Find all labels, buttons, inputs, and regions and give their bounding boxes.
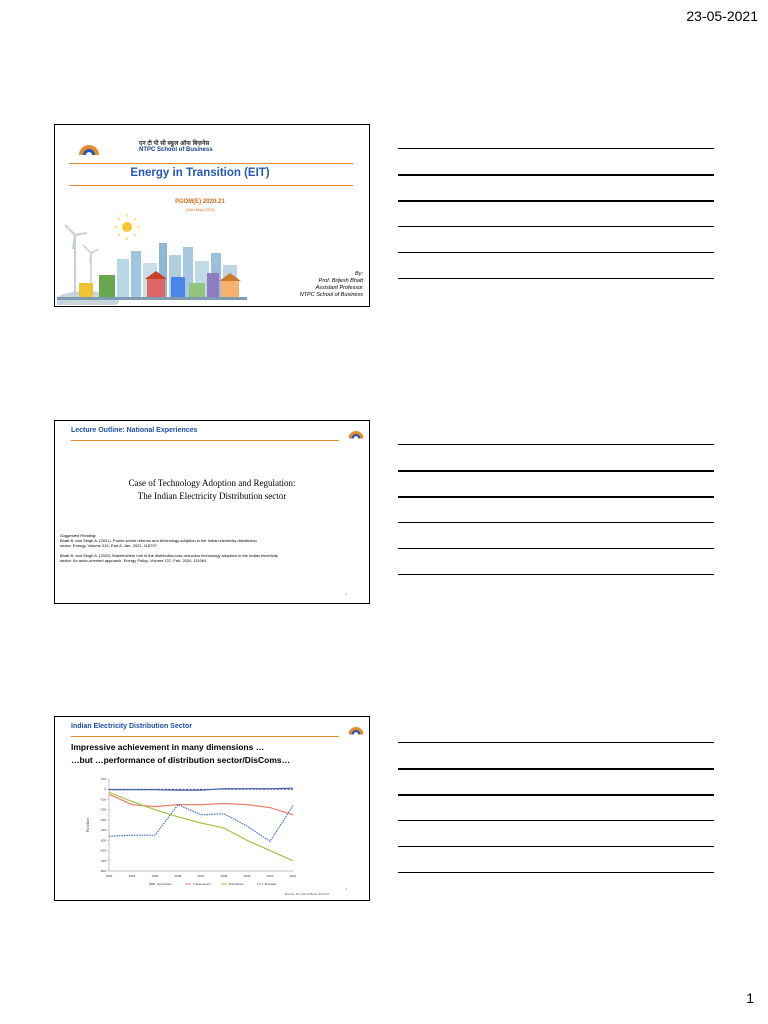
note-line[interactable] [398, 872, 714, 873]
reference-1-line-2: sector. Energy, Volume 215, Part A, Jan. 2021, 118797 [60, 543, 157, 549]
y-tick-label: -200 [99, 807, 106, 812]
chart-axes [86, 777, 297, 878]
slide-title [55, 477, 369, 503]
reading-label: Suggested Reading: [60, 533, 97, 538]
note-line[interactable] [398, 174, 714, 176]
y-tick-label: 100 [100, 777, 106, 781]
x-tick-label: 2005 [151, 874, 159, 878]
note-line[interactable] [398, 470, 714, 472]
note-line[interactable] [398, 820, 714, 821]
note-line[interactable] [398, 794, 714, 796]
note-line[interactable] [398, 574, 714, 575]
series-line-distribution [109, 792, 293, 861]
legend-label: Distribution [229, 882, 245, 886]
legend-label: Transmission [193, 882, 211, 886]
y-tick-label: -600 [99, 848, 106, 853]
title-line-1: Case of Technology Adoption and Regulation: [128, 478, 296, 488]
legend-label: Generation [157, 882, 172, 886]
note-line[interactable] [398, 742, 714, 743]
logo-hindi-text: एन टी पी सी स्कूल ऑफ बिज़नेस [139, 141, 210, 147]
slide-page-number: 2 [345, 592, 347, 596]
author-name: Prof. Brijesh Bhatt [318, 278, 363, 284]
y-tick-label: -400 [99, 828, 106, 833]
suggested-reading [60, 533, 360, 563]
slide-3 [54, 716, 370, 901]
divider [71, 736, 339, 737]
note-line[interactable] [398, 226, 714, 227]
by-label: By: [355, 271, 363, 277]
x-tick-label: 2009 [243, 874, 251, 878]
x-tick-label: 2006 [174, 874, 182, 878]
note-line[interactable] [398, 846, 714, 847]
program-date: (23rd May 2021) [185, 207, 215, 212]
divider [69, 163, 353, 164]
divider [69, 185, 353, 186]
page-number: 1 [746, 990, 754, 1006]
x-tick-label: 2010 [266, 874, 274, 878]
x-tick-label: 2011 [289, 874, 297, 878]
y-tick-label: -300 [99, 817, 106, 822]
slide-page-number: 3 [345, 887, 347, 891]
chart-legend [149, 882, 276, 886]
reference-2-line-2: sector: An actor-oriented approach. Energy Policy, Volume 137, Feb. 2020, 111064 [60, 557, 207, 563]
program-label: PGDM(E) 2020-21 [175, 199, 225, 205]
note-line[interactable] [398, 148, 714, 149]
x-tick-label: 2007 [197, 874, 205, 878]
y-tick-label: -100 [99, 797, 106, 802]
reference-2-line-1: Bhatt B. and Singh A. (2020) Stakeholders role in the distribution loss reduction technology adoption in the Indian electricity [60, 552, 278, 558]
ntpc-logo-icon [347, 721, 365, 736]
ntpc-logo-icon [77, 137, 101, 157]
note-line[interactable] [398, 768, 714, 770]
divider [71, 440, 339, 441]
reference-1-line-1: Bhatt B. and Singh A. (2021). Power sector reforms and technology adoption in the Indian electricity distribution [60, 538, 257, 544]
chart-source: Source: The World Bank 2014-16 [284, 892, 329, 896]
note-line[interactable] [398, 252, 714, 253]
slide-2 [54, 420, 370, 604]
note-line[interactable] [398, 522, 714, 523]
headline-2: …but …performance of distribution sector/DisComs… [71, 755, 291, 765]
legend-label: Bundled [265, 882, 277, 886]
y-tick-label: -700 [99, 858, 106, 863]
headline-1: Impressive achievement in many dimensions … [71, 742, 265, 752]
city-illustration-icon [57, 213, 247, 305]
loss-line-chart [83, 775, 305, 891]
slide-header: Indian Electricity Distribution Sector [71, 723, 192, 730]
page-date: 23-05-2021 [686, 8, 758, 24]
slide-1 [54, 124, 370, 307]
note-line[interactable] [398, 278, 714, 279]
x-tick-label: 2004 [128, 874, 136, 878]
note-line[interactable] [398, 548, 714, 549]
title-line-2: The Indian Electricity Distribution sector [137, 491, 287, 501]
series-line-transmission [109, 794, 293, 815]
logo-english-text: NTPC School of Business [139, 147, 213, 153]
x-tick-label: 2003 [105, 874, 113, 878]
y-tick-label: -800 [99, 869, 106, 873]
note-line[interactable] [398, 496, 714, 498]
y-tick-label: 0 [104, 787, 106, 792]
author-block [300, 271, 363, 299]
x-tick-label: 2008 [220, 874, 228, 878]
slide-title: Energy in Transition (EIT) [130, 167, 270, 179]
note-line[interactable] [398, 200, 714, 202]
y-tick-label: -500 [99, 838, 106, 843]
author-institution: NTPC School of Business [299, 292, 363, 298]
slide-header: Lecture Outline: National Experiences [71, 427, 198, 434]
y-axis-label: Rs billion [86, 817, 90, 833]
chart-lines [109, 788, 293, 861]
ntpc-logo-icon [347, 425, 365, 440]
author-role: Assistant Professor [315, 285, 363, 291]
note-line[interactable] [398, 444, 714, 445]
